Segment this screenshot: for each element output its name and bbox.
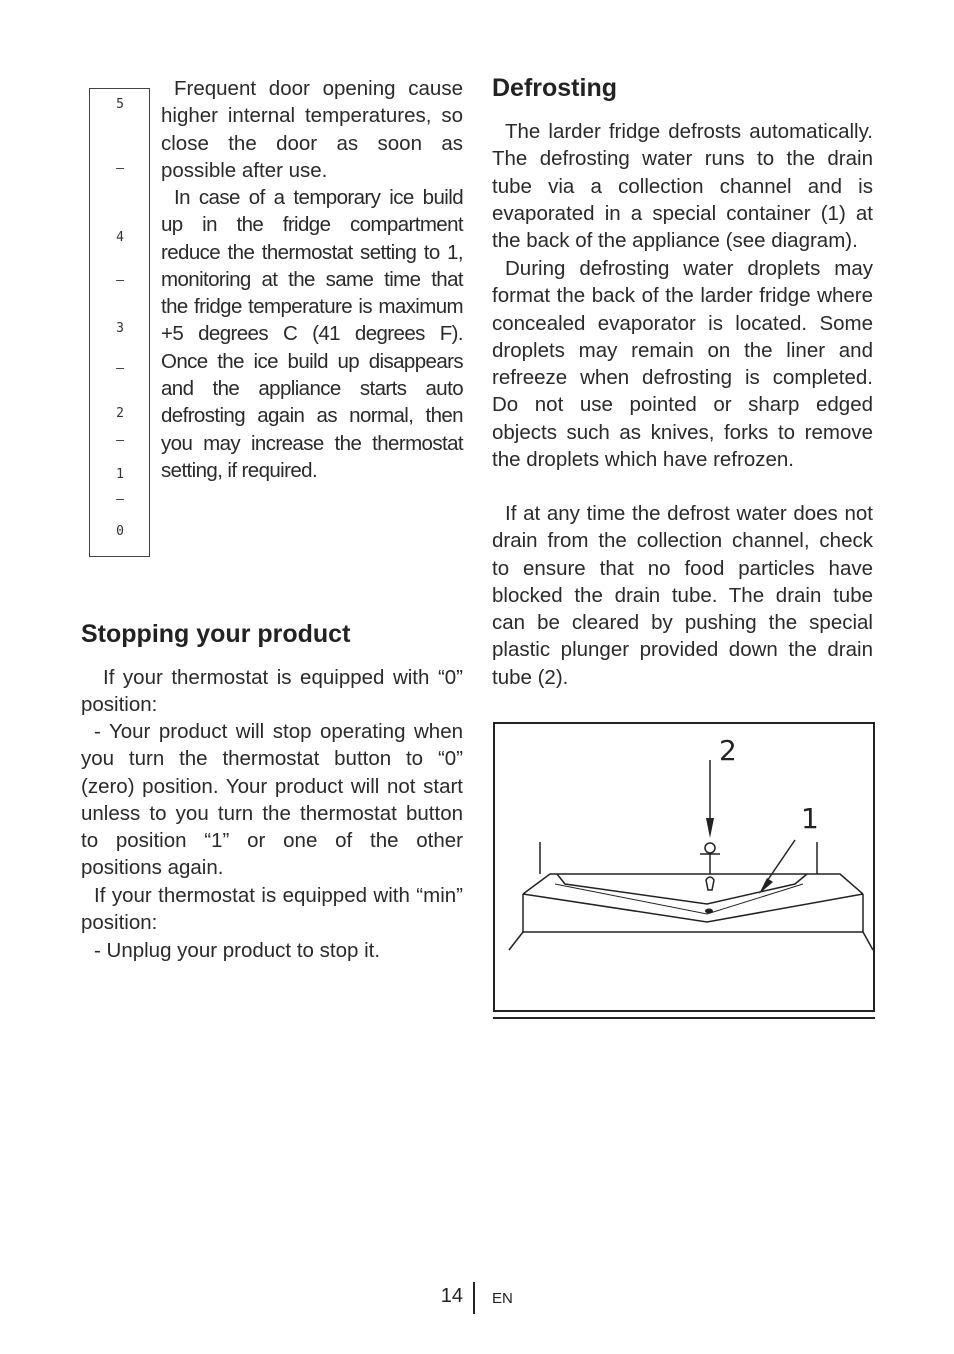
scale-label-2: 2 xyxy=(116,406,124,421)
stopping-paragraph: If your thermostat is equipped with “0” position: xyxy=(81,666,463,717)
scale-label-3: 3 xyxy=(116,321,124,336)
diagram-underline xyxy=(493,1017,875,1019)
door-opening-paragraph: Frequent door opening cause higher internal temperatures, so close the door as soon as possible after use. xyxy=(161,77,463,182)
diagram-callout-2: 2 xyxy=(719,734,737,767)
diagram-callout-1: 1 xyxy=(801,802,819,835)
stopping-paragraph: - Your product will stop operating when you turn the thermostat button to “0” (zero) position. Your product will not start unless to you turn the thermostat button to position “1” or one of the other positions again. xyxy=(81,720,463,880)
thermostat-scale xyxy=(89,88,150,557)
ice-build-up-paragraph: In case of a temporary ice build up in the fridge compartment reduce the thermostat setting to 1, monitoring at the same time that the fridge temperature is maximum +5 degrees C (41 degrees F). Once the ice build up disappears and the appliance starts auto defrosting again as normal, then you may increase the thermostat setting, if required. xyxy=(161,186,463,482)
scale-label-1: 1 xyxy=(116,467,124,482)
stopping-heading: Stopping your product xyxy=(81,620,351,648)
defrost-paragraph: The larder fridge defrosts automatically. The defrosting water runs to the drain tube via a collection channel and is evaporated in a special container (1) at the back of the appliance (see diagram). xyxy=(492,120,873,253)
stopping-paragraph: - Unplug your product to stop it. xyxy=(94,939,381,962)
scale-tick: – xyxy=(116,273,124,288)
stopping-paragraph: If your thermostat is equipped with “min” position: xyxy=(81,884,463,935)
defrost-paragraph: During defrosting water droplets may format the back of the larder fridge where concealed evaporator is located. Some droplets may remain on the liner and refreeze when defrosting is completed. Do not use pointed or sharp edged objects such as knives, forks to remove the droplets which have refrozen. xyxy=(492,257,873,472)
scale-label-4: 4 xyxy=(116,230,124,245)
scale-tick: – xyxy=(116,361,124,376)
scale-tick: – xyxy=(116,433,124,448)
page-number: 14 xyxy=(440,1285,463,1307)
scale-tick: – xyxy=(116,161,124,176)
defrosting-heading: Defrosting xyxy=(492,74,617,102)
scale-tick: – xyxy=(116,492,124,507)
defrost-paragraph: If at any time the defrost water does not drain from the collection channel, check to ensure that no food particles have blocked the drain tube. The drain tube can be cleared by pushing the special plastic plunger provided down the drain tube (2). xyxy=(492,502,873,689)
footer-divider xyxy=(473,1282,475,1314)
scale-label-0: 0 xyxy=(116,524,124,539)
language-code: EN xyxy=(492,1290,513,1307)
scale-label-5: 5 xyxy=(116,97,124,112)
drain-diagram xyxy=(493,722,875,1012)
drain-diagram-drawing xyxy=(495,724,877,1014)
